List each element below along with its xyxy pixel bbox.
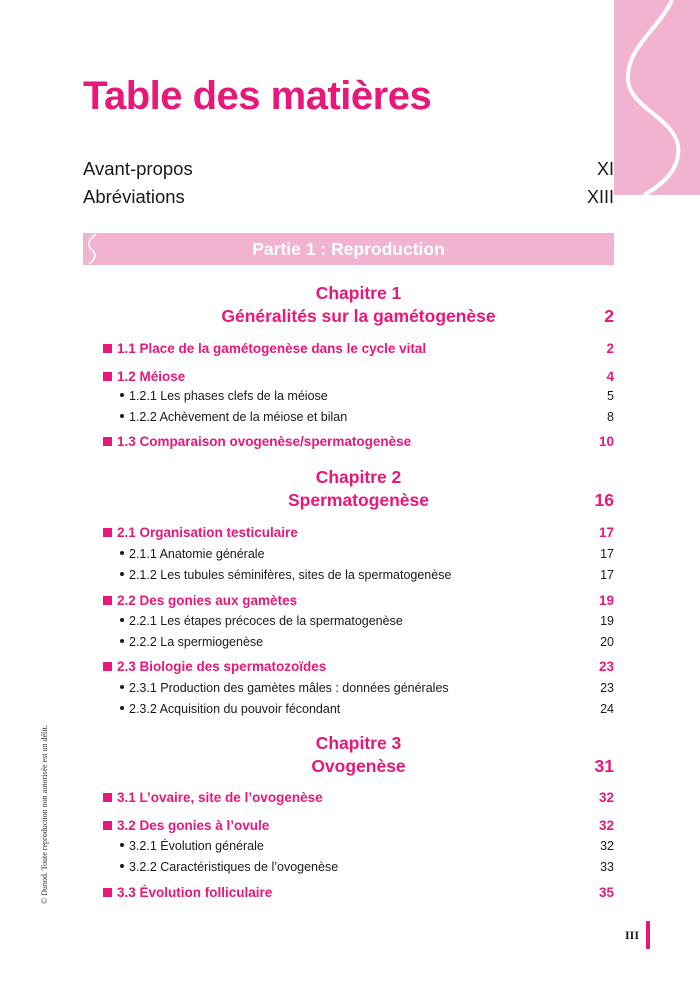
square-bullet-icon xyxy=(103,821,112,830)
section-entry[interactable]: 3.2 Des gonies à l’ovule 32 xyxy=(103,818,614,833)
subsection-page: 20 xyxy=(600,635,614,649)
page-title: Table des matières xyxy=(83,74,432,118)
subsection-page: 19 xyxy=(600,614,614,628)
subsection-entry[interactable]: 2.2.1 Les étapes précoces de la spermatogenèse 19 xyxy=(120,614,614,628)
toc-entry-label: Avant-propos xyxy=(83,158,193,179)
subsection-page: 23 xyxy=(600,681,614,695)
square-bullet-icon xyxy=(103,344,112,353)
toc-entry-avant-propos[interactable] xyxy=(83,158,614,180)
dot-bullet-icon xyxy=(120,843,124,847)
chapter-heading: Chapitre 1 xyxy=(315,283,402,303)
copyright-note: © Dunod. Toute reproduction non autorisée est un délit. xyxy=(40,725,49,904)
swirl-ornament-icon xyxy=(614,0,700,195)
part-banner xyxy=(83,233,614,265)
subsection-entry[interactable]: 3.2.1 Évolution générale 32 xyxy=(120,839,614,853)
dot-bullet-icon xyxy=(120,572,124,576)
square-bullet-icon xyxy=(103,888,112,897)
subsection-page: 32 xyxy=(600,839,614,853)
page-number: III xyxy=(625,928,640,942)
dot-bullet-icon xyxy=(120,864,124,868)
subsection-entry[interactable]: 2.1.2 Les tubules séminifères, sites de la spermatogenèse 17 xyxy=(120,568,614,582)
section-page: 17 xyxy=(598,525,614,540)
section-page: 10 xyxy=(598,434,614,449)
section-entry[interactable]: 2.3 Biologie des spermatozoïdes 23 xyxy=(103,659,614,674)
subsection-page: 8 xyxy=(607,410,614,424)
section-page: 35 xyxy=(598,885,614,900)
part-title: Partie 1 : Reproduction xyxy=(252,239,445,259)
square-bullet-icon xyxy=(103,528,112,537)
dot-bullet-icon xyxy=(120,639,124,643)
dot-bullet-icon xyxy=(120,551,124,555)
toc-entry-abreviations[interactable] xyxy=(83,186,614,208)
section-entry[interactable]: 1.1 Place de la gamétogenèse dans le cycle vital 2 xyxy=(103,341,614,356)
section-entry[interactable]: 3.1 L’ovaire, site de l’ovogenèse 32 xyxy=(103,790,614,805)
square-bullet-icon xyxy=(103,372,112,381)
chapter-heading: Chapitre 2 xyxy=(315,467,402,487)
toc-entry-page: XI xyxy=(596,159,614,179)
section-page: 23 xyxy=(598,659,614,674)
chapter-title-link[interactable]: Généralités sur la gamétogenèse 2 xyxy=(221,306,614,326)
chapter-title-link[interactable]: Ovogenèse 31 xyxy=(311,756,614,776)
corner-tab-decoration xyxy=(614,0,700,195)
square-bullet-icon xyxy=(103,596,112,605)
chapter-heading: Chapitre 3 xyxy=(315,733,402,753)
subsection-entry[interactable]: 2.2.2 La spermiogenèse 20 xyxy=(120,635,614,649)
subsection-page: 24 xyxy=(600,702,614,716)
section-page: 2 xyxy=(606,341,614,356)
section-page: 32 xyxy=(598,818,614,833)
toc-entry-page: XIII xyxy=(586,187,614,207)
folio-accent-bar xyxy=(646,921,650,949)
chapter-title-link[interactable]: Spermatogenèse 16 xyxy=(287,490,614,510)
subsection-entry[interactable]: 1.2.1 Les phases clefs de la méiose 5 xyxy=(120,389,614,403)
toc-entry-label: Abréviations xyxy=(83,186,185,207)
chapter-page: 2 xyxy=(604,306,614,326)
subsection-page: 5 xyxy=(607,389,614,403)
subsection-entry[interactable]: 2.1.1 Anatomie générale 17 xyxy=(120,547,614,561)
square-bullet-icon xyxy=(103,793,112,802)
subsection-page: 17 xyxy=(600,547,614,561)
chapter-page: 31 xyxy=(594,756,614,776)
section-entry[interactable]: 2.2 Des gonies aux gamètes 19 xyxy=(103,593,614,608)
chapter-page: 16 xyxy=(594,490,614,510)
dot-bullet-icon xyxy=(120,685,124,689)
section-entry[interactable]: 1.3 Comparaison ovogenèse/spermatogenèse 10 xyxy=(103,434,614,449)
section-entry[interactable]: 1.2 Méiose 4 xyxy=(103,369,614,384)
subsection-entry[interactable]: 3.2.2 Caractéristiques de l’ovogenèse 33 xyxy=(120,860,614,874)
subsection-page: 17 xyxy=(600,568,614,582)
section-page: 19 xyxy=(598,593,614,608)
section-entry[interactable]: 3.3 Évolution folliculaire 35 xyxy=(103,885,614,900)
dot-bullet-icon xyxy=(120,706,124,710)
section-entry[interactable]: 2.1 Organisation testiculaire 17 xyxy=(103,525,614,540)
subsection-entry[interactable]: 1.2.2 Achèvement de la méiose et bilan 8 xyxy=(120,410,614,424)
dot-bullet-icon xyxy=(120,414,124,418)
square-bullet-icon xyxy=(103,437,112,446)
dot-bullet-icon xyxy=(120,618,124,622)
dot-bullet-icon xyxy=(120,393,124,397)
section-page: 4 xyxy=(606,369,614,384)
subsection-entry[interactable]: 2.3.1 Production des gamètes mâles : données générales 23 xyxy=(120,681,614,695)
section-page: 32 xyxy=(598,790,614,805)
subsection-page: 33 xyxy=(600,860,614,874)
subsection-entry[interactable]: 2.3.2 Acquisition du pouvoir fécondant 24 xyxy=(120,702,614,716)
square-bullet-icon xyxy=(103,662,112,671)
